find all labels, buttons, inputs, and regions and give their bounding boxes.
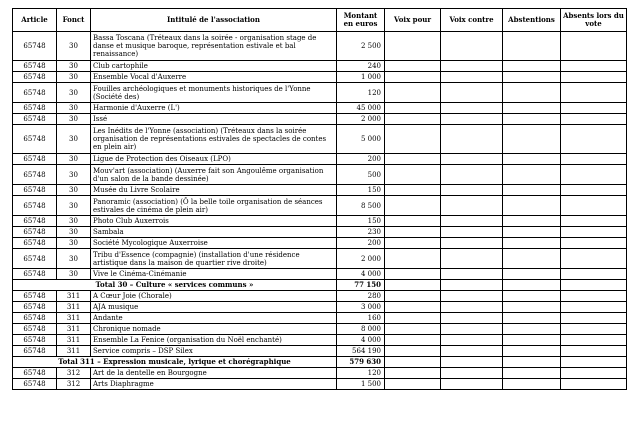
votes-for-cell xyxy=(385,72,441,83)
votes-against-cell xyxy=(441,114,503,125)
fonct-cell: 30 xyxy=(57,114,91,125)
table-row xyxy=(13,324,627,335)
association-name-cell: Musée du Livre Scolaire xyxy=(91,185,337,196)
votes-for-cell xyxy=(385,114,441,125)
article-cell: 65748 xyxy=(13,346,57,357)
amount-cell: 8 000 xyxy=(337,324,385,335)
subsidy-table-container xyxy=(12,8,627,390)
votes-against-cell xyxy=(441,103,503,114)
fonct-cell: 30 xyxy=(57,72,91,83)
votes-for-cell xyxy=(385,154,441,165)
article-cell: 65748 xyxy=(13,379,57,390)
votes-for-cell xyxy=(385,227,441,238)
association-name-cell: Service compris – DSP Silex xyxy=(91,346,337,357)
amount-cell: 1 500 xyxy=(337,379,385,390)
votes-for-cell xyxy=(385,196,441,216)
association-name-cell: Société Mycologique Auxerroise xyxy=(91,238,337,249)
votes-for-cell xyxy=(385,185,441,196)
amount-cell: 230 xyxy=(337,227,385,238)
absent-cell xyxy=(561,114,627,125)
association-name-cell: AJA musique xyxy=(91,302,337,313)
subsidy-table xyxy=(12,8,627,390)
votes-for-cell xyxy=(385,238,441,249)
total-label: Total 30 – Culture « services communs » xyxy=(13,280,337,291)
votes-against-cell xyxy=(441,185,503,196)
fonct-cell: 30 xyxy=(57,125,91,154)
amount-cell: 8 500 xyxy=(337,196,385,216)
absent-cell xyxy=(561,216,627,227)
votes-for-cell xyxy=(385,83,441,103)
votes-against-cell xyxy=(441,291,503,302)
association-name-cell: Club cartophile xyxy=(91,61,337,72)
abstentions-cell xyxy=(503,357,561,368)
article-cell: 65748 xyxy=(13,196,57,216)
amount-cell: 2 000 xyxy=(337,114,385,125)
article-cell: 65748 xyxy=(13,216,57,227)
abstentions-cell xyxy=(503,335,561,346)
votes-against-cell xyxy=(441,32,503,61)
association-name-cell: Photo Club Auxerrois xyxy=(91,216,337,227)
article-cell: 65748 xyxy=(13,227,57,238)
total-amount: 77 150 xyxy=(337,280,385,291)
abstentions-cell xyxy=(503,114,561,125)
votes-for-cell xyxy=(385,61,441,72)
votes-for-cell xyxy=(385,249,441,269)
article-cell: 65748 xyxy=(13,72,57,83)
header-amount: Montant en euros xyxy=(337,9,385,32)
abstentions-cell xyxy=(503,368,561,379)
article-cell: 65748 xyxy=(13,335,57,346)
votes-against-cell xyxy=(441,125,503,154)
article-cell: 65748 xyxy=(13,125,57,154)
fonct-cell: 311 xyxy=(57,335,91,346)
article-cell: 65748 xyxy=(13,313,57,324)
abstentions-cell xyxy=(503,238,561,249)
fonct-cell: 30 xyxy=(57,61,91,72)
votes-for-cell xyxy=(385,379,441,390)
article-cell: 65748 xyxy=(13,114,57,125)
article-cell: 65748 xyxy=(13,324,57,335)
amount-cell: 4 000 xyxy=(337,335,385,346)
amount-cell: 150 xyxy=(337,216,385,227)
association-name-cell: Ensemble Vocal d'Auxerre xyxy=(91,72,337,83)
abstentions-cell xyxy=(503,154,561,165)
header-article: Article xyxy=(13,9,57,32)
absent-cell xyxy=(561,32,627,61)
abstentions-cell xyxy=(503,324,561,335)
votes-against-cell xyxy=(441,280,503,291)
absent-cell xyxy=(561,346,627,357)
absent-cell xyxy=(561,313,627,324)
header-association: Intitulé de l'association xyxy=(91,9,337,32)
article-cell: 65748 xyxy=(13,165,57,185)
association-name-cell: Vive le Cinéma-Cinémanie xyxy=(91,269,337,280)
votes-for-cell xyxy=(385,269,441,280)
votes-against-cell xyxy=(441,72,503,83)
association-name-cell: A Cœur Joie (Chorale) xyxy=(91,291,337,302)
association-name-cell: Ensemble La Fenice (organisation du Noël enchanté) xyxy=(91,335,337,346)
total-label: Total 311 – Expression musicale, lyrique et chorégraphique xyxy=(13,357,337,368)
fonct-cell: 311 xyxy=(57,313,91,324)
abstentions-cell xyxy=(503,72,561,83)
abstentions-cell xyxy=(503,291,561,302)
amount-cell: 160 xyxy=(337,313,385,324)
table-row xyxy=(13,125,627,154)
abstentions-cell xyxy=(503,196,561,216)
abstentions-cell xyxy=(503,32,561,61)
votes-against-cell xyxy=(441,302,503,313)
fonct-cell: 30 xyxy=(57,249,91,269)
amount-cell: 4 000 xyxy=(337,269,385,280)
fonct-cell: 30 xyxy=(57,103,91,114)
fonct-cell: 311 xyxy=(57,291,91,302)
association-name-cell: Arts Diaphragme xyxy=(91,379,337,390)
association-name-cell: Panoramic (association) (Ô la belle toile organisation de séances estivales de cinéma de plein air) xyxy=(91,196,337,216)
fonct-cell: 30 xyxy=(57,269,91,280)
amount-cell: 500 xyxy=(337,165,385,185)
table-row xyxy=(13,185,627,196)
votes-for-cell xyxy=(385,335,441,346)
article-cell: 65748 xyxy=(13,83,57,103)
table-row xyxy=(13,154,627,165)
absent-cell xyxy=(561,324,627,335)
association-name-cell: Harmonie d'Auxerre (L') xyxy=(91,103,337,114)
fonct-cell: 312 xyxy=(57,368,91,379)
total-row xyxy=(13,280,627,291)
votes-against-cell xyxy=(441,346,503,357)
votes-against-cell xyxy=(441,165,503,185)
amount-cell: 3 000 xyxy=(337,302,385,313)
votes-for-cell xyxy=(385,302,441,313)
fonct-cell: 30 xyxy=(57,238,91,249)
association-name-cell: Art de la dentelle en Bourgogne xyxy=(91,368,337,379)
votes-against-cell xyxy=(441,249,503,269)
table-row xyxy=(13,368,627,379)
votes-against-cell xyxy=(441,335,503,346)
absent-cell xyxy=(561,165,627,185)
association-name-cell: Bassa Toscana (Tréteaux dans la soirée - organisation stage de danse et musique baroque, représentation estivale et bal renaissance) xyxy=(91,32,337,61)
fonct-cell: 30 xyxy=(57,165,91,185)
fonct-cell: 311 xyxy=(57,324,91,335)
association-name-cell: Chronique nomade xyxy=(91,324,337,335)
amount-cell: 2 000 xyxy=(337,249,385,269)
abstentions-cell xyxy=(503,302,561,313)
votes-against-cell xyxy=(441,379,503,390)
article-cell: 65748 xyxy=(13,154,57,165)
votes-against-cell xyxy=(441,357,503,368)
absent-cell xyxy=(561,291,627,302)
table-row xyxy=(13,302,627,313)
association-name-cell: Fouilles archéologiques et monuments historiques de l'Yonne (Société des) xyxy=(91,83,337,103)
fonct-cell: 30 xyxy=(57,216,91,227)
table-row xyxy=(13,269,627,280)
table-row xyxy=(13,165,627,185)
association-name-cell: Issé xyxy=(91,114,337,125)
amount-cell: 280 xyxy=(337,291,385,302)
abstentions-cell xyxy=(503,227,561,238)
total-row xyxy=(13,357,627,368)
absent-cell xyxy=(561,249,627,269)
association-name-cell: Sambala xyxy=(91,227,337,238)
absent-cell xyxy=(561,269,627,280)
abstentions-cell xyxy=(503,103,561,114)
fonct-cell: 30 xyxy=(57,83,91,103)
article-cell: 65748 xyxy=(13,302,57,313)
votes-against-cell xyxy=(441,61,503,72)
table-row xyxy=(13,216,627,227)
votes-for-cell xyxy=(385,32,441,61)
amount-cell: 240 xyxy=(337,61,385,72)
article-cell: 65748 xyxy=(13,269,57,280)
abstentions-cell xyxy=(503,249,561,269)
votes-for-cell xyxy=(385,313,441,324)
header-votes-for: Voix pour xyxy=(385,9,441,32)
amount-cell: 150 xyxy=(337,185,385,196)
absent-cell xyxy=(561,335,627,346)
table-row xyxy=(13,379,627,390)
absent-cell xyxy=(561,227,627,238)
votes-for-cell xyxy=(385,165,441,185)
votes-for-cell xyxy=(385,324,441,335)
votes-against-cell xyxy=(441,196,503,216)
association-name-cell: Mouv'art (association) (Auxerre fait son Angoulême organisation d'un salon de la bande dessinée) xyxy=(91,165,337,185)
fonct-cell: 30 xyxy=(57,32,91,61)
fonct-cell: 311 xyxy=(57,302,91,313)
abstentions-cell xyxy=(503,280,561,291)
absent-cell xyxy=(561,357,627,368)
absent-cell xyxy=(561,280,627,291)
abstentions-cell xyxy=(503,216,561,227)
article-cell: 65748 xyxy=(13,185,57,196)
fonct-cell: 30 xyxy=(57,227,91,238)
table-row xyxy=(13,61,627,72)
amount-cell: 200 xyxy=(337,154,385,165)
header-row xyxy=(13,9,627,32)
article-cell: 65748 xyxy=(13,103,57,114)
fonct-cell: 312 xyxy=(57,379,91,390)
votes-for-cell xyxy=(385,368,441,379)
abstentions-cell xyxy=(503,313,561,324)
absent-cell xyxy=(561,61,627,72)
table-row xyxy=(13,103,627,114)
article-cell: 65748 xyxy=(13,238,57,249)
association-name-cell: Ligue de Protection des Oiseaux (LPO) xyxy=(91,154,337,165)
article-cell: 65748 xyxy=(13,291,57,302)
amount-cell: 564 190 xyxy=(337,346,385,357)
association-name-cell: Tribu d'Essence (compagnie) (installation d'une résidence artistique dans la maison de quartier rive droite) xyxy=(91,249,337,269)
amount-cell: 1 000 xyxy=(337,72,385,83)
absent-cell xyxy=(561,302,627,313)
fonct-cell: 30 xyxy=(57,196,91,216)
table-row xyxy=(13,249,627,269)
abstentions-cell xyxy=(503,165,561,185)
amount-cell: 120 xyxy=(337,83,385,103)
votes-against-cell xyxy=(441,269,503,280)
table-row xyxy=(13,83,627,103)
absent-cell xyxy=(561,185,627,196)
abstentions-cell xyxy=(503,346,561,357)
amount-cell: 2 500 xyxy=(337,32,385,61)
table-row xyxy=(13,238,627,249)
header-abstentions: Abstentions xyxy=(503,9,561,32)
votes-for-cell xyxy=(385,280,441,291)
votes-for-cell xyxy=(385,125,441,154)
votes-for-cell xyxy=(385,103,441,114)
votes-for-cell xyxy=(385,216,441,227)
table-row xyxy=(13,114,627,125)
article-cell: 65748 xyxy=(13,249,57,269)
absent-cell xyxy=(561,154,627,165)
abstentions-cell xyxy=(503,379,561,390)
votes-for-cell xyxy=(385,346,441,357)
votes-against-cell xyxy=(441,313,503,324)
absent-cell xyxy=(561,196,627,216)
table-body xyxy=(13,32,627,390)
votes-against-cell xyxy=(441,238,503,249)
abstentions-cell xyxy=(503,83,561,103)
abstentions-cell xyxy=(503,185,561,196)
article-cell: 65748 xyxy=(13,61,57,72)
absent-cell xyxy=(561,379,627,390)
votes-against-cell xyxy=(441,368,503,379)
votes-for-cell xyxy=(385,357,441,368)
votes-against-cell xyxy=(441,324,503,335)
table-row xyxy=(13,313,627,324)
fonct-cell: 311 xyxy=(57,346,91,357)
table-row xyxy=(13,346,627,357)
association-name-cell: Andante xyxy=(91,313,337,324)
votes-against-cell xyxy=(441,154,503,165)
amount-cell: 120 xyxy=(337,368,385,379)
header-fonct: Fonct xyxy=(57,9,91,32)
table-row xyxy=(13,72,627,83)
amount-cell: 45 000 xyxy=(337,103,385,114)
article-cell: 65748 xyxy=(13,32,57,61)
votes-against-cell xyxy=(441,83,503,103)
votes-against-cell xyxy=(441,227,503,238)
table-row xyxy=(13,335,627,346)
total-amount: 579 630 xyxy=(337,357,385,368)
header-absent: Absents lors du vote xyxy=(561,9,627,32)
article-cell: 65748 xyxy=(13,368,57,379)
association-name-cell: Les Inédits de l'Yonne (association) (Tréteaux dans la soirée organisation de représentations estivales de spectacles de contes en plein air) xyxy=(91,125,337,154)
fonct-cell: 30 xyxy=(57,154,91,165)
votes-against-cell xyxy=(441,216,503,227)
fonct-cell: 30 xyxy=(57,185,91,196)
amount-cell: 5 000 xyxy=(337,125,385,154)
table-row xyxy=(13,32,627,61)
amount-cell: 200 xyxy=(337,238,385,249)
absent-cell xyxy=(561,125,627,154)
abstentions-cell xyxy=(503,125,561,154)
abstentions-cell xyxy=(503,269,561,280)
absent-cell xyxy=(561,72,627,83)
absent-cell xyxy=(561,103,627,114)
table-row xyxy=(13,291,627,302)
table-row xyxy=(13,227,627,238)
header-votes-against: Voix contre xyxy=(441,9,503,32)
absent-cell xyxy=(561,368,627,379)
abstentions-cell xyxy=(503,61,561,72)
absent-cell xyxy=(561,238,627,249)
absent-cell xyxy=(561,83,627,103)
votes-for-cell xyxy=(385,291,441,302)
table-row xyxy=(13,196,627,216)
